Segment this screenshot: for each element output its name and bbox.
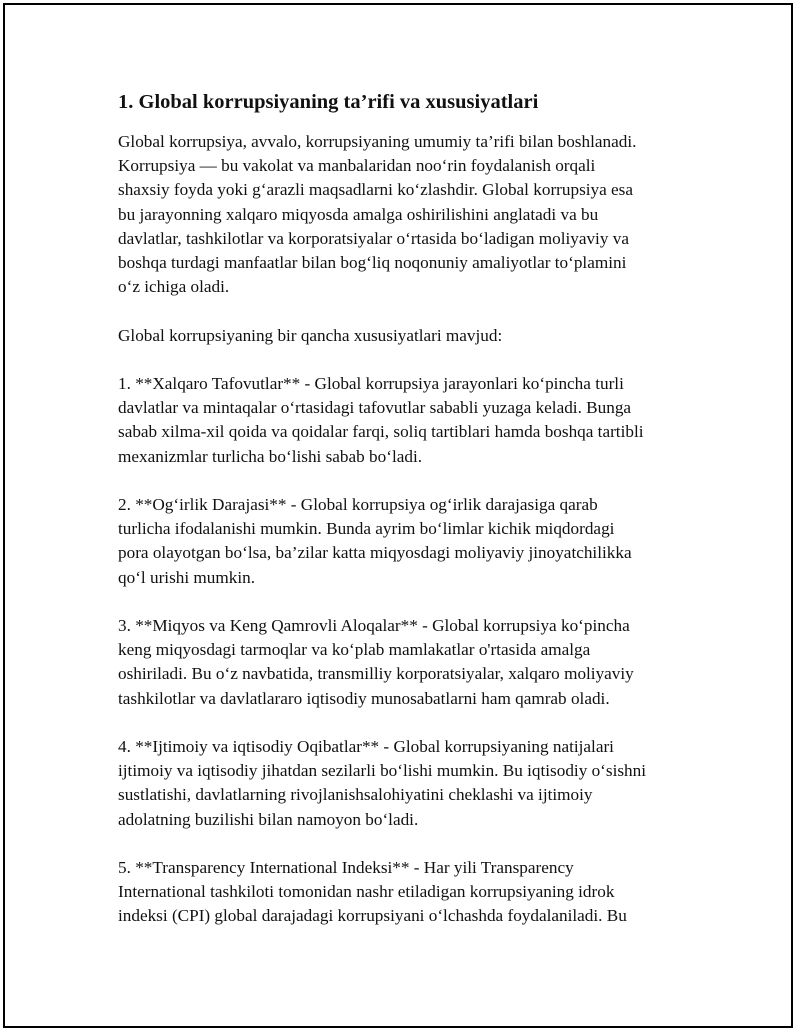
text-line: qo‘l urishi mumkin. [118,567,256,587]
list-item-5 [118,856,678,929]
text-line: ijtimoiy va iqtisodiy jihatdan sezilarli bo‘lishi mumkin. Bu iqtisodiy o‘sishni [118,761,647,781]
text-line: mexanizmlar turlicha bo‘lishi sabab bo‘ladi. [118,446,423,466]
text-line: Global korrupsiya, avvalo, korrupsiyaning umumiy ta’rifi bilan boshlanadi. [118,132,637,151]
text-line: o‘z ichiga oladi. [118,277,230,297]
paragraph-definition [118,130,678,299]
text-line: davlatlar, tashkilotlar va korporatsiyalar o‘rtasida bo‘ladigan moliyaviy va [118,228,629,248]
list-item-2 [118,493,678,590]
text-line: sabab xilma-xil qoida va qoidalar farqi, soliq tartiblari hamda boshqa tartibli [118,422,644,442]
list-item-4 [118,735,678,832]
text-line: sustlatishi, davlatlarning rivojlanishsalohiyatini cheklashi va ijtimoiy [118,785,593,805]
list-item-1 [118,372,678,469]
text-line: boshqa turdagi manfaatlar bilan bog‘liq noqonuniy amaliyotlar to‘plamini [118,253,627,273]
text-line: Global korrupsiyaning bir qancha xususiyatlari mavjud: [118,325,503,345]
text-line: keng miqyosdagi tarmoqlar va ko‘plab mamlakatlar o'rtasida amalga [118,640,591,660]
text-line: 1. **Xalqaro Tafovutlar** - Global korrupsiya jarayonlari ko‘pincha turli [118,374,624,393]
text-line: tashkilotlar va davlatlararo iqtisodiy munosabatlarni ham qamrab oladi. [118,688,610,708]
text-line: adolatning buzilishi bilan namoyon bo‘ladi. [118,809,419,829]
document-body [118,88,678,929]
text-line: 5. **Transparency International Indeksi** - Har yili Transparency [118,858,574,877]
text-line: turlicha ifodalanishi mumkin. Bunda ayrim bo‘limlar kichik miqdordagi [118,519,615,539]
text-line: indeksi (CPI) global darajadagi korrupsiyani o‘lchashda foydalaniladi. Bu [118,906,627,926]
text-line: pora olayotgan bo‘lsa, ba’zilar katta miqyosdagi moliyaviy jinoyatchilikka [118,543,632,563]
list-item-3 [118,614,678,711]
text-line: 2. **Og‘irlik Darajasi** - Global korrupsiya og‘irlik darajasiga qarab [118,495,598,514]
text-line: shaxsiy foyda yoki g‘arazli maqsadlarni ko‘zlashdir. Global korrupsiya esa [118,180,634,200]
text-line: oshiriladi. Bu o‘z navbatida, transmilliy korporatsiyalar, xalqaro moliyaviy [118,664,634,684]
text-line: International tashkiloti tomonidan nashr etiladigan korrupsiyaning idrok [118,882,615,902]
text-line: 3. **Miqyos va Keng Qamrovli Aloqalar** - Global korrupsiya ko‘pincha [118,616,630,635]
text-line: bu jarayonning xalqaro miqyosda amalga oshirilishini anglatadi va bu [118,204,599,224]
text-line: 4. **Ijtimoiy va iqtisodiy Oqibatlar** - Global korrupsiyaning natijalari [118,737,614,756]
text-line: davlatlar va mintaqalar o‘rtasidagi tafovutlar sababli yuzaga keladi. Bunga [118,398,632,418]
text-line: Korrupsiya — bu vakolat va manbalaridan noo‘rin foydalanish orqali [118,156,596,176]
paragraph-intro-list [118,324,678,348]
section-heading: 1. Global korrupsiyaning ta’rifi va xususiyatlari [118,91,539,113]
